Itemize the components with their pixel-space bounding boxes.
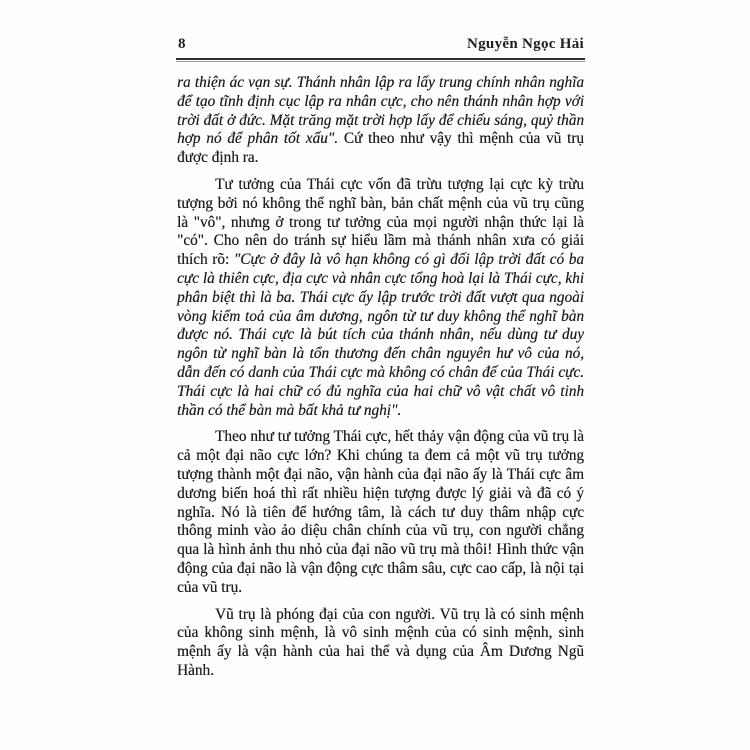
text-run: Cứ theo như vậy thì mệnh của vũ trụ được định ra.: [177, 130, 585, 167]
page-body: [177, 74, 584, 689]
page-number: 8: [178, 36, 186, 52]
header-rule: [176, 58, 585, 62]
body-paragraph-4: [177, 606, 584, 681]
body-paragraph-3: [177, 428, 584, 597]
text-run: ra thiện ác vạn sự. Thánh nhân lập ra lấy trung chính nhân nghĩa để tạo tĩnh định cục lập ra nhân cực, cho nên thánh nhân hợp với trời đất ở đức. Mặt trăng mặt trời hợp lấy để chiếu sáng, quỷ thần hợp nó để phân tốt xấu".: [177, 74, 584, 148]
body-paragraph-2: [177, 176, 584, 420]
body-paragraph-1: [177, 74, 584, 168]
page-header: [178, 36, 584, 53]
text-run: "Cực ở đây là vô hạn không có gì đối lập trời đất có ba cực là thiên cực, địa cực và nhân cực tổng hoà lại là Thái cực, khi phân biệt thì là ba. Thái cực ấy lập trước trời đất vượt qua ngoài vòng kiểm toả của âm dương, ngôn từ tư duy không thể nghĩ bàn được nó. Thái cực là bút tích của thánh nhân, nếu dùng tư duy ngôn từ nghĩ bàn là tổn thương đến chân nguyên hư vô của nó, dẫn đến có danh của Thái cực mà không có chân đế của Thái cực. Thái cực là hai chữ có đủ nghĩa của hai chữ vô vật chất vô tinh thần có thể bàn mà bất khả tư nghị".: [177, 251, 584, 419]
text-run: Tư tưởng của Thái cực vốn đã trừu tượng lại cực kỳ trừu tượng bởi nó không thể nghĩ bàn, bản chất mệnh của vũ trụ cũng là "vô", nhưng ở trong tư tưởng của mọi người nhận thức lại là "có". Cho nên do tránh sự hiểu lầm mà thánh nhân xưa có giải thích rõ:: [177, 175, 584, 269]
text-run: Vũ trụ là phóng đại của con người. Vũ trụ là có sinh mệnh của không sinh mệnh, là vô sinh mệnh của có sinh mệnh, sinh mệnh ấy là vận hành của hai thể và dụng của Âm Dương Ngũ Hành.: [177, 605, 584, 679]
text-run: Theo như tư tưởng Thái cực, hết thảy vận động của vũ trụ là cả một đại não cực lớn? Khi chúng ta đem cả một vũ trụ tưởng tượng thành một đại não, vận hành của đại não ấy là Thái cực âm dương biến hoá thì rất nhiều hiện tượng được lý giải và đã có ý nghĩa. Nó là tiên để hướng tâm, là cách tư duy thâm nhập cực thông minh vào ảo diệu chân chính của vũ trụ, con người chẳng qua là hình ảnh thu nhỏ của đại não vũ trụ mà thôi! Hình thức vận động của đại não là vận động cực thâm sâu, cực cao cấp, là nội tại của vũ trụ.: [177, 428, 584, 596]
running-head-author: Nguyễn Ngọc Hải: [467, 36, 584, 52]
